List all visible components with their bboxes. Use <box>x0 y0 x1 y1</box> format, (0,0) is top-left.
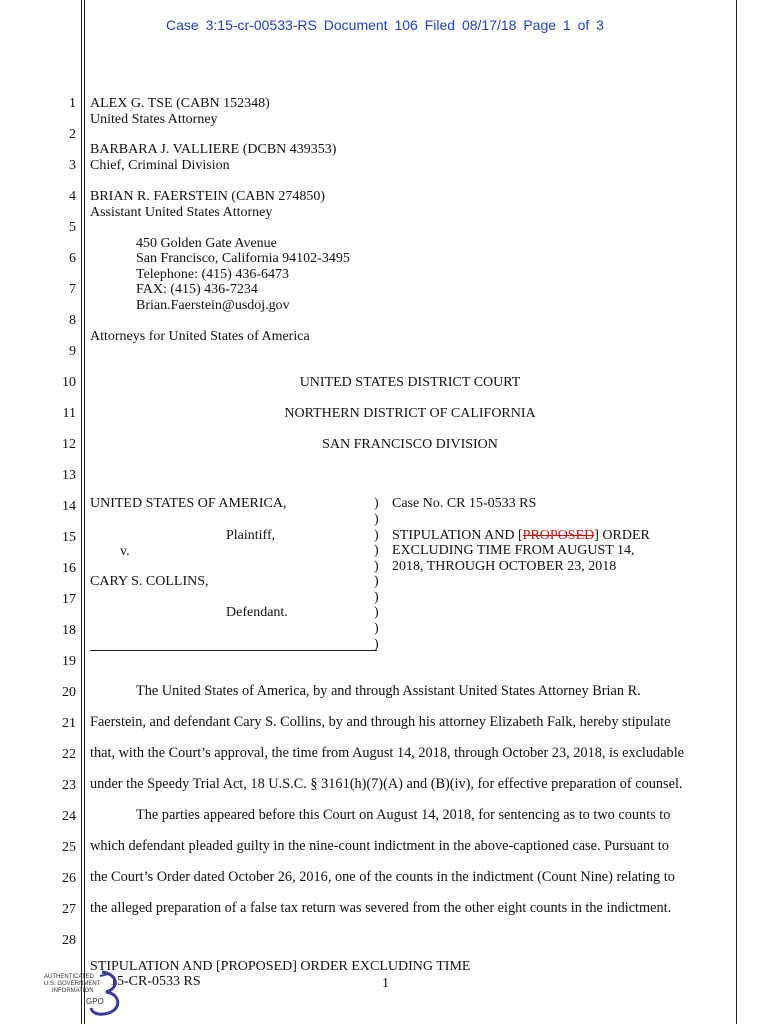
line-number: 20 <box>62 685 76 700</box>
address-line: San Francisco, California 94102-3495 <box>136 251 350 266</box>
seal-text: AUTHENTICATED <box>44 974 94 980</box>
line-number: 27 <box>62 902 76 917</box>
paren: ) <box>374 543 379 558</box>
document-title-line: 2018, THROUGH OCTOBER 23, 2018 <box>392 559 617 574</box>
line-number: 8 <box>69 313 76 328</box>
line-number: 6 <box>69 251 76 266</box>
seal-text: INFORMATION <box>52 988 94 994</box>
line-number: 25 <box>62 840 76 855</box>
body-line: under the Speedy Trial Act, 18 U.S.C. § 3161(h)(7)(A) and (B)(iv), for effective preparation of counsel. <box>90 776 683 792</box>
attorney-title: Assistant United States Attorney <box>90 205 273 220</box>
line-number: 16 <box>62 561 76 576</box>
line-number: 17 <box>62 592 76 607</box>
body-line: The United States of America, by and through Assistant United States Attorney Brian R. <box>136 683 641 699</box>
paren: ) <box>374 590 379 605</box>
line-number: 5 <box>69 220 76 235</box>
defendant-label: Defendant. <box>226 605 288 620</box>
footer-case: 15-CR-0533 RS <box>110 974 201 989</box>
fax: FAX: (415) 436-7234 <box>136 282 258 297</box>
court-division: SAN FRANCISCO DIVISION <box>322 437 498 452</box>
left-margin-rule <box>81 0 82 1024</box>
line-number: 21 <box>62 716 76 731</box>
versus: v. <box>120 544 130 559</box>
attorney-name: BRIAN R. FAERSTEIN (CABN 274850) <box>90 189 326 204</box>
document-title <box>392 528 650 544</box>
line-number: 23 <box>62 778 76 793</box>
line-number: 14 <box>62 499 76 514</box>
line-number: 1 <box>69 96 76 111</box>
caption-underline <box>90 650 377 651</box>
paren: ) <box>374 512 379 527</box>
body-line: Faerstein, and defendant Cary S. Collins, by and through his attorney Elizabeth Falk, hereby stipulate <box>90 714 671 730</box>
line-number: 15 <box>62 530 76 545</box>
page-number: 1 <box>382 976 389 991</box>
email: Brian.Faerstein@usdoj.gov <box>136 298 290 313</box>
paren: ) <box>374 496 379 511</box>
paren: ) <box>374 528 379 543</box>
paren: ) <box>374 621 379 636</box>
line-number: 12 <box>62 437 76 452</box>
body-line: The parties appeared before this Court on August 14, 2018, for sentencing as to two counts to <box>136 807 671 823</box>
line-number: 18 <box>62 623 76 638</box>
line-number: 2 <box>69 127 76 142</box>
case-number: Case No. CR 15-0533 RS <box>392 496 537 511</box>
title-part: STIPULATION AND [ <box>392 528 523 543</box>
attorney-title: United States Attorney <box>90 112 218 127</box>
line-number: 10 <box>62 375 76 390</box>
line-number: 9 <box>69 344 76 359</box>
line-number: 22 <box>62 747 76 762</box>
footer-title: STIPULATION AND [PROPOSED] ORDER EXCLUDING TIME <box>90 959 471 974</box>
line-number: 24 <box>62 809 76 824</box>
left-margin-rule-inner <box>84 0 85 1024</box>
gpo-seal <box>44 968 134 1020</box>
line-number: 19 <box>62 654 76 669</box>
plaintiff-label: Plaintiff, <box>226 528 276 543</box>
address-line: 450 Golden Gate Avenue <box>136 236 277 251</box>
title-part: ] ORDER <box>594 528 650 543</box>
court-district: NORTHERN DISTRICT OF CALIFORNIA <box>284 406 536 421</box>
line-number: 3 <box>69 158 76 173</box>
line-number: 28 <box>62 933 76 948</box>
telephone: Telephone: (415) 436-6473 <box>136 267 289 282</box>
line-number: 26 <box>62 871 76 886</box>
defendant-name: CARY S. COLLINS, <box>90 574 209 589</box>
paren: ) <box>374 574 379 589</box>
ecf-header: Case 3:15-cr-00533-RS Document 106 Filed 08/17/18 Page 1 of 3 <box>166 17 604 33</box>
seal-text: U.S. GOVERNMENT <box>44 981 101 987</box>
body-line: the Court’s Order dated October 26, 2016, one of the counts in the indictment (Count Nine) relating to <box>90 869 675 885</box>
plaintiff-name: UNITED STATES OF AMERICA, <box>90 496 287 511</box>
attorney-title: Chief, Criminal Division <box>90 158 230 173</box>
line-number: 7 <box>69 282 76 297</box>
attorney-name: ALEX G. TSE (CABN 152348) <box>90 96 270 111</box>
paren: ) <box>374 605 379 620</box>
body-line: that, with the Court’s approval, the time from August 14, 2018, through October 23, 2018, is excludable <box>90 745 685 761</box>
seal-text: GPO <box>86 997 104 1006</box>
attorneys-for: Attorneys for United States of America <box>90 329 310 344</box>
struck-word: PROPOSED <box>522 528 595 543</box>
right-margin-rule <box>736 0 737 1024</box>
paren: ) <box>374 559 379 574</box>
attorney-name: BARBARA J. VALLIERE (DCBN 439353) <box>90 142 337 157</box>
line-number: 13 <box>62 468 76 483</box>
line-number: 4 <box>69 189 76 204</box>
line-number: 11 <box>62 406 76 421</box>
body-line: the alleged preparation of a false tax return was severed from the other eight counts in the indictment. <box>90 900 672 916</box>
court-name: UNITED STATES DISTRICT COURT <box>299 375 521 390</box>
body-line: which defendant pleaded guilty in the nine-count indictment in the above-captioned case. Pursuant to <box>90 838 669 854</box>
paren: ) <box>374 637 379 652</box>
document-title-line: EXCLUDING TIME FROM AUGUST 14, <box>392 543 635 558</box>
